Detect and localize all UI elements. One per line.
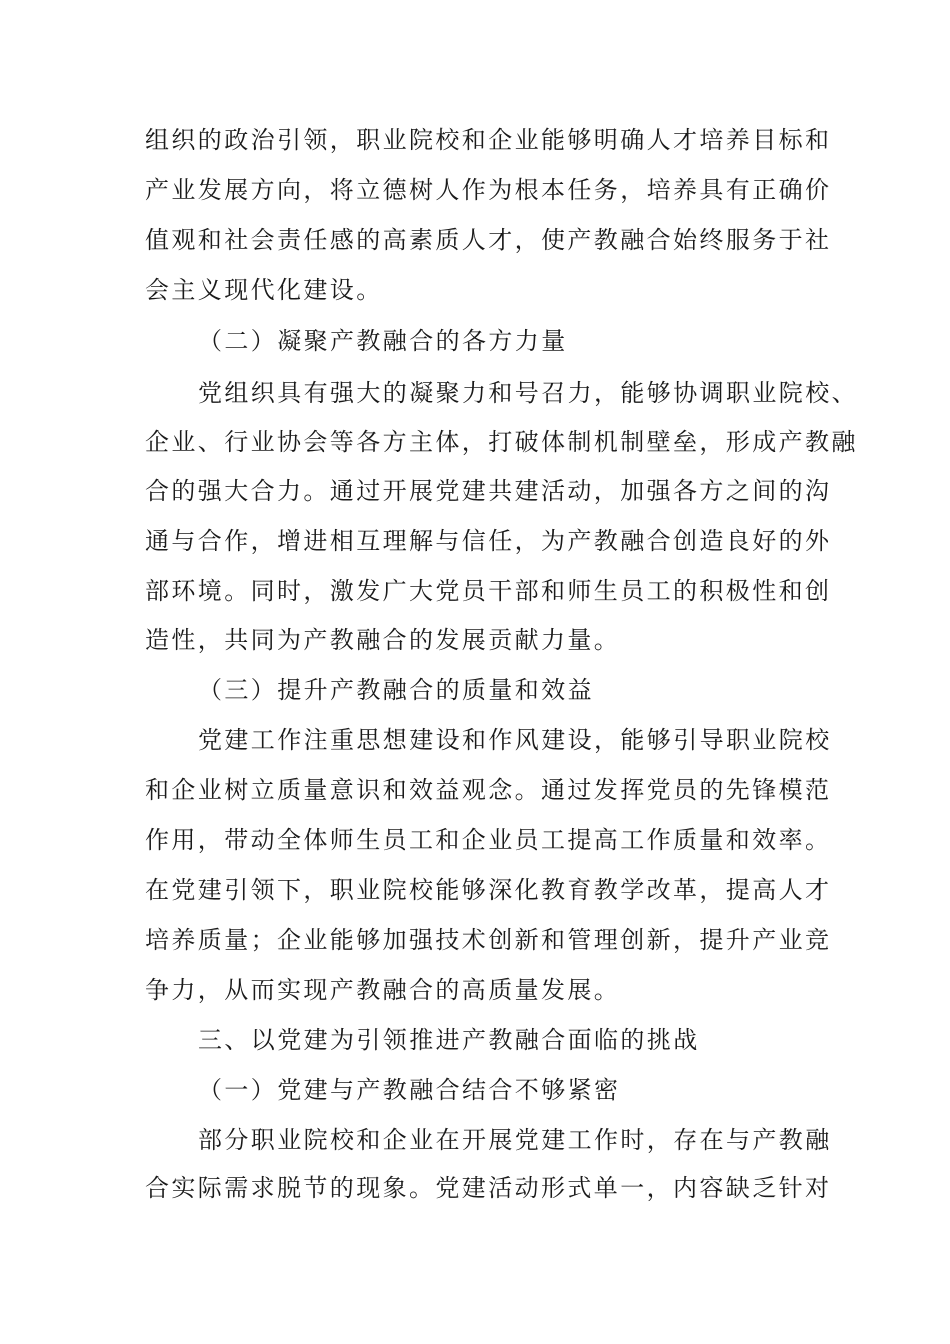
paragraph-line: 合的强大合力。通过开展党建共建活动，加强各方之间的沟 — [145, 477, 832, 505]
paragraph-line: 作用，带动全体师生员工和企业员工提高工作质量和效率。 — [145, 826, 832, 854]
paragraph-line: 企业、行业协会等各方主体，打破体制机制壁垒，形成产教融 — [145, 428, 858, 456]
paragraph-line: 通与合作，增进相互理解与信任，为产教融合创造良好的外 — [145, 527, 832, 555]
paragraph-line: 会主义现代化建设。 — [145, 276, 383, 304]
paragraph-line: 产业发展方向，将立德树人作为根本任务，培养具有正确价 — [145, 176, 832, 204]
paragraph-line: 值观和社会责任感的高素质人才，使产教融合始终服务于社 — [145, 226, 832, 254]
chapter-heading: 三、以党建为引领推进产教融合面临的挑战 — [198, 1026, 700, 1054]
paragraph-line: 在党建引领下，职业院校能够深化教育教学改革，提高人才 — [145, 876, 832, 904]
section-heading: （一）党建与产教融合结合不够紧密 — [198, 1076, 621, 1104]
section-heading: （三）提升产教融合的质量和效益 — [198, 676, 594, 704]
paragraph-line: 部环境。同时，激发广大党员干部和师生员工的积极性和创 — [145, 577, 832, 605]
paragraph-line: 组织的政治引领，职业院校和企业能够明确人才培养目标和 — [145, 126, 832, 154]
section-heading: （二）凝聚产教融合的各方力量 — [198, 327, 568, 355]
paragraph-line: 合实际需求脱节的现象。党建活动形式单一，内容缺乏针对 — [145, 1174, 832, 1202]
paragraph-line: 部分职业院校和企业在开展党建工作时，存在与产教融 — [198, 1126, 832, 1154]
paragraph-line: 培养质量；企业能够加强技术创新和管理创新，提升产业竞 — [145, 926, 832, 954]
paragraph-line: 党组织具有强大的凝聚力和号召力，能够协调职业院校、 — [198, 379, 858, 407]
paragraph-line: 党建工作注重思想建设和作风建设，能够引导职业院校 — [198, 726, 832, 754]
paragraph-line: 和企业树立质量意识和效益观念。通过发挥党员的先锋模范 — [145, 776, 832, 804]
paragraph-line: 争力，从而实现产教融合的高质量发展。 — [145, 976, 621, 1004]
paragraph-line: 造性，共同为产教融合的发展贡献力量。 — [145, 626, 621, 654]
